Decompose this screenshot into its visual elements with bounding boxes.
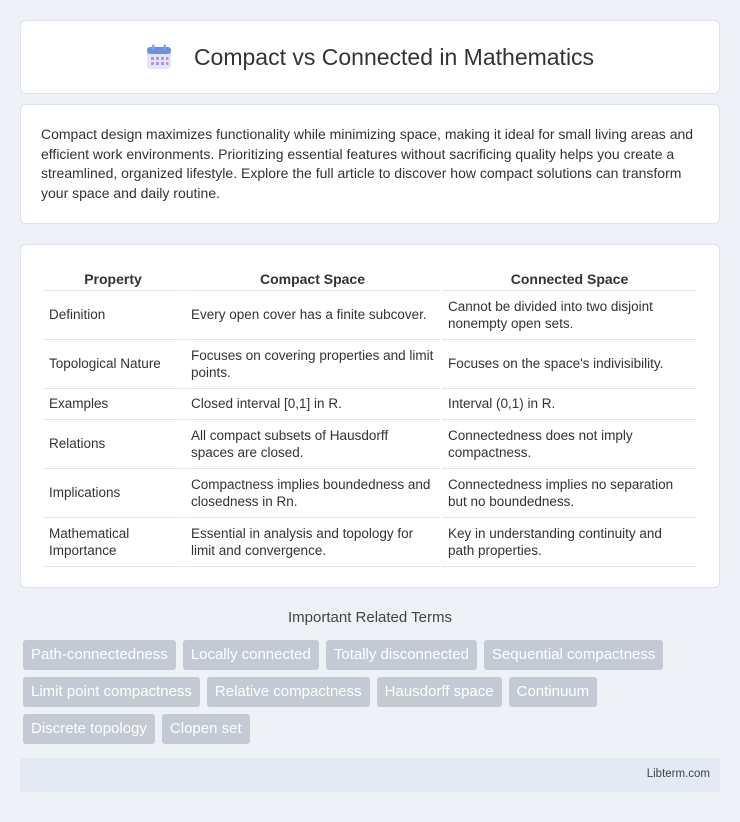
- related-terms-list: [23, 640, 723, 744]
- related-term-tag[interactable]: Locally connected: [183, 640, 319, 670]
- related-term-tag[interactable]: Clopen set: [162, 714, 250, 744]
- cell-connected: Connectedness does not imply compactness.: [442, 420, 697, 469]
- cell-compact: All compact subsets of Hausdorff spaces are closed.: [185, 420, 440, 469]
- cell-connected: Focuses on the space's indivisibility.: [442, 340, 697, 389]
- header-property: Property: [43, 263, 183, 291]
- page-title: Compact vs Connected in Mathematics: [193, 43, 595, 70]
- footer-site-link[interactable]: Libterm.com: [646, 768, 710, 780]
- header-connected: Connected Space: [442, 263, 697, 291]
- related-term-tag[interactable]: Sequential compactness: [484, 640, 663, 670]
- related-term-tag[interactable]: Discrete topology: [23, 714, 155, 744]
- table-row: [43, 518, 697, 567]
- header-compact: Compact Space: [185, 263, 440, 291]
- related-term-tag[interactable]: Limit point compactness: [23, 677, 200, 707]
- table-row: [43, 291, 697, 340]
- intro-card: [20, 104, 720, 224]
- table-row: [43, 469, 697, 518]
- related-term-tag[interactable]: Continuum: [509, 677, 598, 707]
- comparison-table-card: [20, 244, 720, 588]
- cell-property: Implications: [43, 469, 183, 518]
- cell-connected: Key in understanding continuity and path properties.: [442, 518, 697, 567]
- related-term-tag[interactable]: Relative compactness: [207, 677, 370, 707]
- table-row: [43, 340, 697, 389]
- cell-property: Mathematical Importance: [43, 518, 183, 567]
- table-header-row: [43, 263, 697, 291]
- footer: [20, 758, 720, 792]
- cell-compact: Every open cover has a finite subcover.: [185, 291, 440, 340]
- calendar-icon: [146, 44, 172, 70]
- cell-property: Examples: [43, 389, 183, 420]
- cell-connected: Cannot be divided into two disjoint nonempty open sets.: [442, 291, 697, 340]
- table-row: [43, 420, 697, 469]
- cell-property: Relations: [43, 420, 183, 469]
- related-terms-title: Important Related Terms: [288, 609, 452, 626]
- intro-text: Compact design maximizes functionality while minimizing space, making it ideal for small living areas and efficient work environments. Prioritizing essential features without sacrificing quality helps you create a streamlined, organized lifestyle. Explore the full article to discover how compact solutions can transform your space and daily routine.: [41, 126, 694, 201]
- related-term-tag[interactable]: Hausdorff space: [377, 677, 502, 707]
- cell-compact: Compactness implies boundedness and closedness in Rn.: [185, 469, 440, 518]
- cell-property: Topological Nature: [43, 340, 183, 389]
- cell-compact: Essential in analysis and topology for limit and convergence.: [185, 518, 440, 567]
- related-term-tag[interactable]: Path-connectedness: [23, 640, 176, 670]
- comparison-table: [41, 263, 699, 567]
- cell-connected: Connectedness implies no separation but no boundedness.: [442, 469, 697, 518]
- cell-compact: Focuses on covering properties and limit points.: [185, 340, 440, 389]
- cell-compact: Closed interval [0,1] in R.: [185, 389, 440, 420]
- related-term-tag[interactable]: Totally disconnected: [326, 640, 477, 670]
- cell-property: Definition: [43, 291, 183, 340]
- table-row: [43, 389, 697, 420]
- cell-connected: Interval (0,1) in R.: [442, 389, 697, 420]
- title-card: [20, 20, 720, 94]
